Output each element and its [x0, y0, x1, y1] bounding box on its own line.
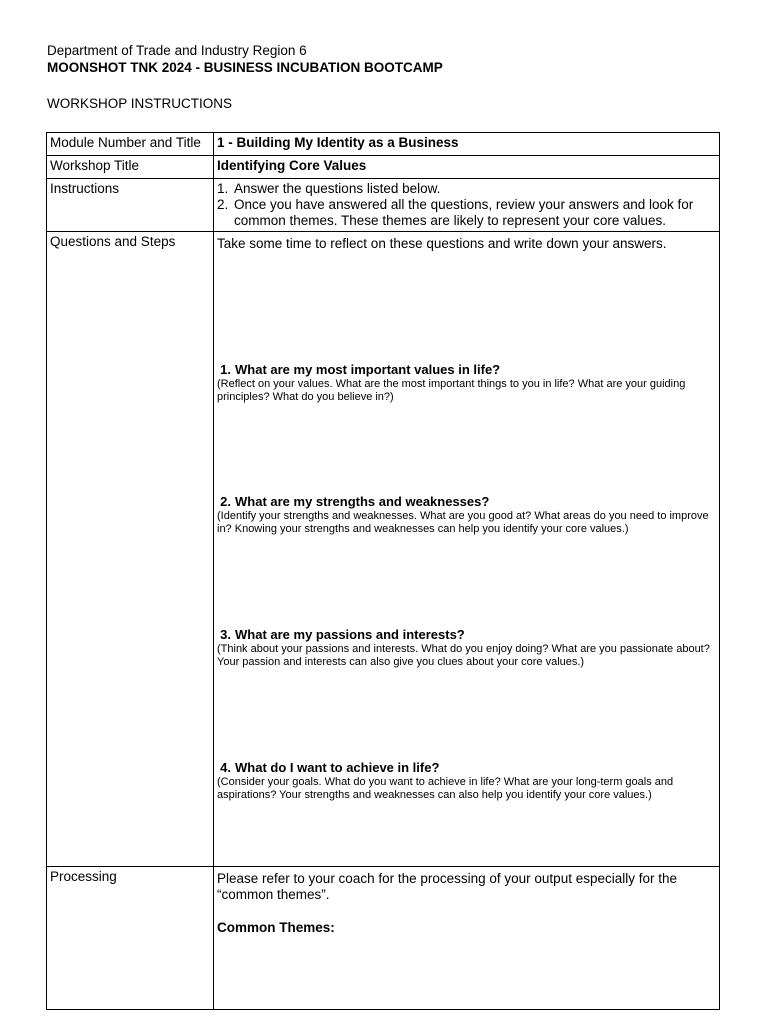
question-description: (Think about your passions and interests. What do you enjoy doing? What are you passionate about? Your passion and interests can also give you clues about your core values.): [217, 643, 710, 668]
list-number: 2.: [217, 197, 229, 212]
questions-intro: Take some time to reflect on these questions and write down your answers.: [217, 236, 667, 251]
question-title: [211, 362, 717, 377]
module-value: 1 - Building My Identity as a Business: [214, 133, 720, 156]
document-header: [47, 42, 727, 76]
question-title: [211, 760, 717, 775]
workshop-row: [47, 156, 720, 179]
question-number: 2.: [220, 494, 231, 509]
list-item: [217, 197, 716, 229]
instructions-content: [214, 179, 720, 232]
question-number: 1.: [220, 362, 231, 377]
workshop-table: [46, 132, 720, 1010]
question-block: [214, 627, 717, 669]
question-title: [211, 494, 717, 509]
workshop-label: Workshop Title: [47, 156, 214, 179]
section-title: WORKSHOP INSTRUCTIONS: [47, 96, 233, 111]
list-item: [217, 181, 716, 197]
list-number: 1.: [217, 181, 229, 196]
instructions-label: Instructions: [47, 179, 214, 232]
question-text: What are my most important values in life?: [235, 362, 501, 377]
instructions-row: [47, 179, 720, 232]
questions-row: [47, 232, 720, 867]
question-title: [211, 627, 717, 642]
processing-label: Processing: [47, 867, 214, 1010]
org-name: Department of Trade and Industry Region 6: [47, 43, 307, 58]
module-label: Module Number and Title: [47, 133, 214, 156]
questions-content: [214, 232, 720, 867]
question-text: What do I want to achieve in life?: [235, 760, 440, 775]
question-number: 4.: [220, 760, 231, 775]
processing-content: [214, 867, 720, 1010]
instructions-list: [217, 181, 716, 229]
module-row: [47, 133, 720, 156]
common-themes-label: Common Themes:: [217, 920, 335, 935]
question-description: (Consider your goals. What do you want to achieve in life? What are your long-term goals and aspirations? Your strengths and weaknesses can also help you identify your core values.): [217, 776, 674, 801]
question-block: [214, 760, 717, 802]
question-description: (Identify your strengths and weaknesses. What are you good at? What areas do you need to improve in? Knowing your strengths and weaknesses can help you identify your core values.): [217, 510, 709, 535]
list-text: Once you have answered all the questions, review your answers and look for common themes. These themes are likely to represent your core values.: [234, 197, 694, 228]
processing-row: [47, 867, 720, 1010]
list-text: Answer the questions listed below.: [234, 181, 441, 196]
program-title: MOONSHOT TNK 2024 - BUSINESS INCUBATION BOOTCAMP: [47, 60, 443, 75]
question-description: (Reflect on your values. What are the most important things to you in life? What are your guiding principles? What do you believe in?): [217, 378, 686, 403]
workshop-value: Identifying Core Values: [214, 156, 720, 179]
question-block: [214, 362, 717, 404]
question-number: 3.: [220, 627, 231, 642]
question-text: What are my passions and interests?: [235, 627, 465, 642]
question-text: What are my strengths and weaknesses?: [235, 494, 490, 509]
questions-label: Questions and Steps: [47, 232, 214, 867]
question-block: [214, 494, 717, 536]
processing-text: Please refer to your coach for the processing of your output especially for the “common themes”.: [217, 871, 678, 902]
